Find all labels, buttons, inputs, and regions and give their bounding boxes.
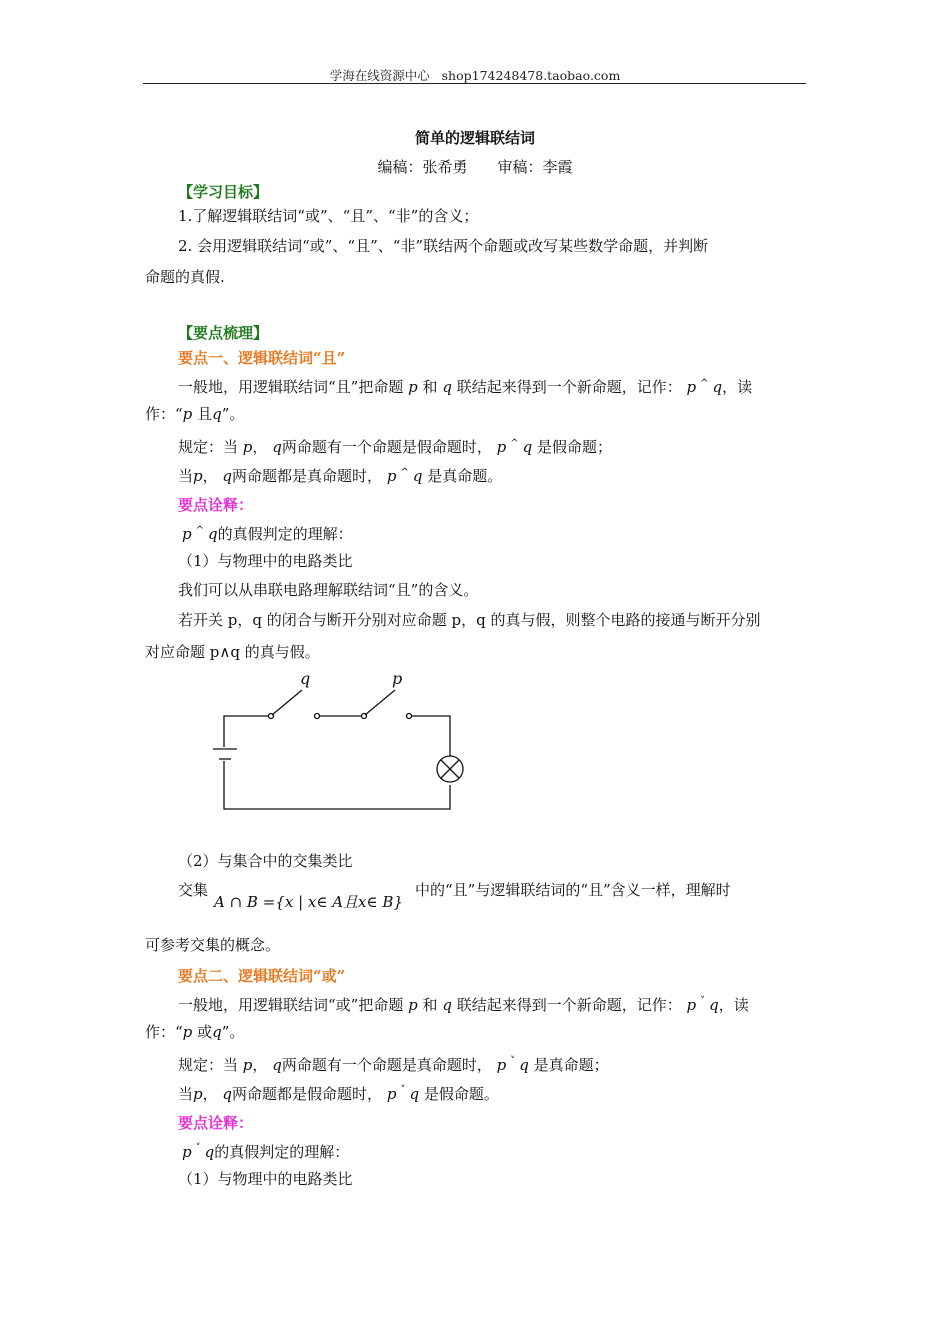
point1-analog2: （2）与集合中的交集类比 xyxy=(178,852,353,870)
intersection-formula: A ∩ B ={x | x∈ A且x∈ B} xyxy=(214,893,403,911)
series-circuit-diagram xyxy=(205,665,475,815)
point1-heading: 要点一、逻辑联结词“且” xyxy=(178,349,346,367)
point1-rule-2: 当p， q两命题都是真命题时， p ^ q 是真命题。 xyxy=(178,467,503,485)
point2-analog1: （1）与物理中的电路类比 xyxy=(178,1170,353,1188)
header-rule xyxy=(143,83,806,84)
point1-reading: 作：“p 且q”。 xyxy=(145,405,245,423)
point1-definition: 一般地，用逻辑联结词“且”把命题 p 和 q 联结起来得到一个新命题，记作： p ^ q，读 xyxy=(178,378,753,396)
circuit-wire-bottom xyxy=(224,761,450,809)
point2-heading: 要点二、逻辑联结词“或” xyxy=(178,967,346,985)
switch-q-contact-2 xyxy=(315,714,320,719)
point2-rule-2: 当p， q两命题都是假命题时， p ˅ q 是假命题。 xyxy=(178,1085,499,1103)
objective-2-line2: 命题的真假. xyxy=(145,268,225,286)
doc-authors: 编稿：张希勇 审稿：李霞 xyxy=(377,158,573,176)
page-header xyxy=(0,66,950,84)
point1-understand: p ^ q的真假判定的理解： xyxy=(182,525,353,543)
point2-definition: 一般地，用逻辑联结词“或”把命题 p 和 q 联结起来得到一个新命题，记作： p ˅ q，读 xyxy=(178,996,749,1014)
header-shop: shop174248478.taobao.com xyxy=(441,68,621,83)
switch-q-lever xyxy=(272,690,302,715)
point2-note-heading: 要点诠释： xyxy=(178,1114,254,1132)
switch-q-label: q xyxy=(300,669,311,688)
point1-rule-1: 规定：当 p， q两命题有一个命题是假命题时， p ^ q 是假命题； xyxy=(178,438,613,456)
point1-set-prefix: 交集 xyxy=(178,881,209,899)
doc-title: 简单的逻辑联结词 xyxy=(414,129,535,147)
objectives-heading: 【学习目标】 xyxy=(178,183,269,201)
point1-switch-line2: 对应命题 p∧q 的真与假。 xyxy=(145,643,320,661)
point1-note-heading: 要点诠释： xyxy=(178,496,254,514)
point2-understand: p ˅ q的真假判定的理解： xyxy=(182,1143,350,1161)
switch-p-contact-2 xyxy=(407,714,412,719)
point1-analog1: （1）与物理中的电路类比 xyxy=(178,552,353,570)
point2-rule-1: 规定：当 p， q两命题有一个命题是真命题时， p ˅ q 是真命题； xyxy=(178,1056,609,1074)
point2-reading: 作：“p 或q”。 xyxy=(145,1023,245,1041)
header-site: 学海在线资源中心 xyxy=(329,68,430,83)
circuit-wire-right xyxy=(410,716,450,756)
point1-switch-line1: 若开关 p，q 的闭合与断开分别对应命题 p，q 的真与假，则整个电路的接通与断开分别 xyxy=(178,611,761,629)
objective-1: 1.了解逻辑联结词“或”、“且”、“非”的含义； xyxy=(178,207,479,225)
point1-set-suffix: 中的“且”与逻辑联结词的“且”含义一样，理解时 xyxy=(415,881,731,899)
switch-p-label: p xyxy=(392,669,403,688)
circuit-wire xyxy=(224,716,270,747)
point1-analog1-text: 我们可以从串联电路理解联结词“且”的含义。 xyxy=(178,581,479,599)
summary-heading: 【要点梳理】 xyxy=(178,324,269,342)
point1-set-line2: 可参考交集的概念。 xyxy=(145,936,281,954)
switch-p-lever xyxy=(365,690,395,715)
objective-2-line1: 2. 会用逻辑联结词“或”、“且”、“非”联结两个命题或改写某些数学命题，并判断 xyxy=(178,237,709,255)
